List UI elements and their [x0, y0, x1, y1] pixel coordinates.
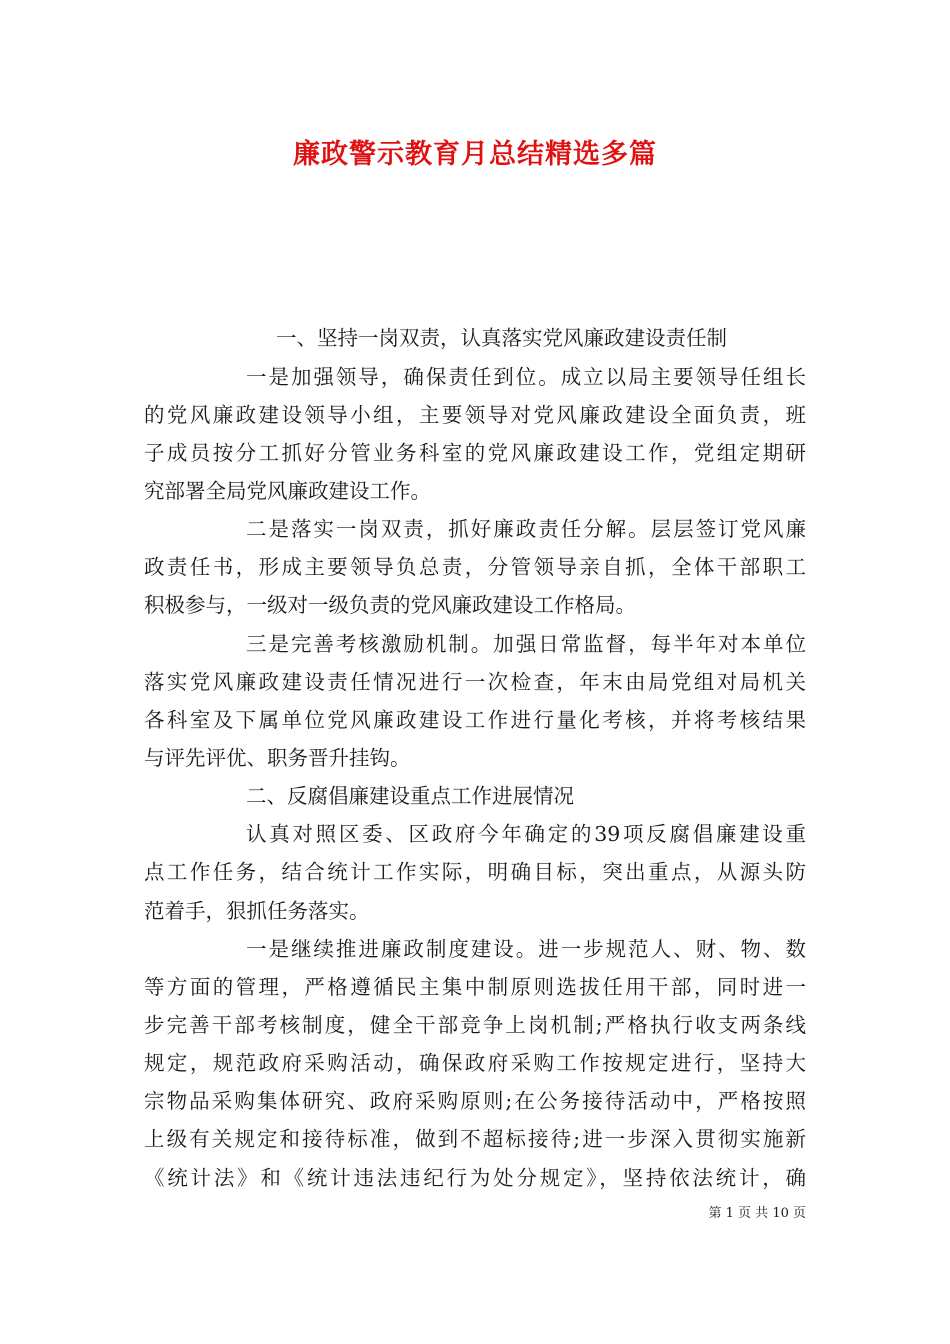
paragraph-line: 究部署全局党风廉政建设工作。	[144, 479, 431, 503]
paragraph-line: 等方面的管理，严格遵循民主集中制原则选拔任用干部，同时进一	[144, 975, 806, 999]
paragraph-line: 点工作任务，结合统计工作实际，明确目标，突出重点，从源头防	[144, 860, 806, 884]
paragraph-line: 宗物品采购集体研究、政府采购原则;在公务接待活动中，严格按照	[144, 1089, 806, 1113]
paragraph-line: 的党风廉政建设领导小组，主要领导对党风廉政建设全面负责，班	[144, 403, 806, 427]
paragraph-line: 落实党风廉政建设责任情况进行一次检查，年末由局党组对局机关	[144, 670, 806, 694]
paragraph-line: 积极参与，一级对一级负责的党风廉政建设工作格局。	[144, 593, 636, 617]
page-number: 第 1 页 共 10 页	[708, 1206, 806, 1221]
section-heading-1: 一、坚持一岗双责，认真落实党风廉政建设责任制	[276, 326, 727, 350]
paragraph-line: 一是加强领导，确保责任到位。成立以局主要领导任组长	[246, 365, 806, 389]
section-heading-2: 二、反腐倡廉建设重点工作进展情况	[246, 784, 574, 808]
paragraph-line: 认真对照区委、区政府今年确定的39项反腐倡廉建设重	[246, 822, 806, 846]
document-title: 廉政警示教育月总结精选多篇	[293, 139, 657, 170]
paragraph-line: 子成员按分工抓好分管业务科室的党风廉政建设工作，党组定期研	[144, 441, 806, 465]
paragraph-line: 与评先评优、职务晋升挂钩。	[144, 746, 411, 770]
paragraph-line: 一是继续推进廉政制度建设。进一步规范人、财、物、数	[246, 937, 806, 961]
paragraph-line: 三是完善考核激励机制。加强日常监督，每半年对本单位	[246, 632, 806, 656]
paragraph-line: 二是落实一岗双责，抓好廉政责任分解。层层签订党风廉	[246, 517, 806, 541]
paragraph-line: 范着手，狠抓任务落实。	[144, 899, 370, 923]
paragraph-line: 步完善干部考核制度，健全干部竞争上岗机制;严格执行收支两条线	[144, 1013, 806, 1037]
paragraph-line: 规定，规范政府采购活动，确保政府采购工作按规定进行，坚持大	[144, 1051, 806, 1075]
paragraph-line: 《统计法》和《统计违法违纪行为处分规定》，坚持依法统计，确	[144, 1166, 806, 1190]
paragraph-line: 政责任书，形成主要领导负总责，分管领导亲自抓，全体干部职工	[144, 555, 806, 579]
paragraph-line: 上级有关规定和接待标准，做到不超标接待;进一步深入贯彻实施新	[144, 1127, 806, 1151]
paragraph-line: 各科室及下属单位党风廉政建设工作进行量化考核，并将考核结果	[144, 708, 806, 732]
